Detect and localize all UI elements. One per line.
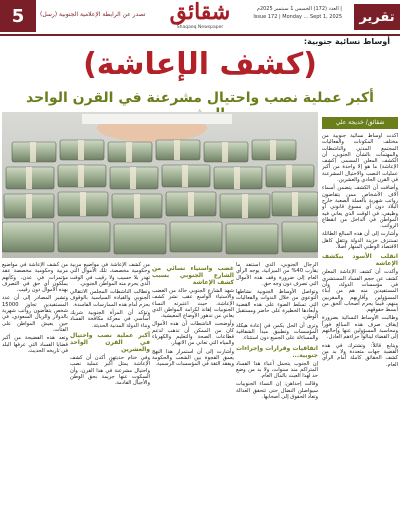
paragraph: وأوضحت الناشطات أن هذه الأموال كان من الممكن أن تذهب لدعم قطاعات الصحة والتعليم والكهرباء والمياه التي تعاني من الانهيار. [152,321,234,347]
paragraph: الرجال الجنوبي، الذي استنفد ما يقارب 40% من الميزانية، يوجه الرأي العام إلى ضرورة وقف هذه الأموال التي تصرف دون وجه حق. [236,262,318,287]
article-subheadline: أكبر عملية نصب واحتيال مشرعنة في القرن الواحد [26,90,374,106]
article-byline: شقائق/ خديجة علي [322,117,398,129]
money-stacks-image [2,112,318,258]
paragraph: وتطالب الناشطات المجلس الانتقالي الجنوبي والقيادة السياسية بالوقوف بحزم أمام هذه الممارسات الفاسدة. [70,289,150,308]
paragraph: من كشف الإعاشة في مواضيع مربية وحكومية مخصصة عقد مؤتمرات في عدن، وكأنهم يملكون أي حق في التصرف بهذه الأموال دون رقيب. [2,262,68,294]
paragraph: وتشير المصادر إلى أن عدد المستفيدين تجاوز 15000 شخص يتقاضون رواتب شهرية بالدولار والريال السعودي، في حين يعيش المواطن على الفتات. [2,295,68,333]
section-subtitle: أكبر عملية نصب واحتيال في القرن الواحد والعشرين [70,331,150,353]
body-column-4 [2,262,68,514]
paragraph: وتواصل الأوساط الجنوبية نشاطها التوعوي من خلال الندوات والفعاليات التي تسلط الضوء على هذه القضية وأبعادها الخطيرة على حاضر ومستقبل الوطن. [236,289,318,321]
paragraph: وأشارت إلى أن استمرار هذا النهج يعمق الفجوة بين الشعب والحكومة ويفقد الثقة في المؤسسات الرسمية. [152,348,234,368]
article-kicker: أوساط نسائية جنوبية: [303,37,390,46]
page-header [0,0,400,34]
header-rule [0,34,400,36]
logo-subtitle: Shaqaeq Newspaper [176,25,224,30]
newspaper-logo: شقائق [169,0,231,25]
section-label: تقرير [354,4,400,30]
paragraph: من كشف الإعاشة في مواضيع مربية وحكومية مخصصة، تلك الأموال التي تهدر بلا حسيب ولا رقيب في الوقت الذي يحرم منه المواطن الجنوبي. [70,262,150,287]
body-column-2 [152,262,234,514]
article-headline: (كشف الإعاشة) [83,47,317,82]
article-photo [2,112,318,258]
paragraph: شهد الشارع الجنوبي حالة من الغضب والاستياء الواسع عقب نشر كشف الإعاشة، حيث اعتبرته النساء الجنوبيات إهانة لكرامة المواطن الذي يعاني من تدهور الأوضاع المعيشية. [152,288,234,320]
section-subtitle: انقلب الأسود ببكشف الإعاشة [322,253,398,268]
paragraph: أكدت أوساط نسائية جنوبية من مختلف المكونات والفعاليات المجتمع المدني والناشطات والمهتمات بالشأن الجنوبي، أن الكشف المعلن المسمى (كشف الإعاشة) ما هو إلا واحدة من أكبر عمليات النصب والاحتيال المشرعنة في القرن الحادي والعشرين. [322,133,398,184]
body-column-3 [70,262,150,514]
publisher-note: تصدر عن الرابطة الإعلامية الجنوبية (رسل) [40,11,146,18]
paragraph: وأشارت إلى أن هذه المبالغ الطائلة تستنزف خزينة الدولة وتثقل كاهل الاقتصاد الوطني المنهار أصلاً. [322,231,398,251]
paragraph: وفي ختام حديثهن أكدن أن كشف الإعاشة يمثل أكبر عملية نصب واحتيال مشرعنة في هذا القرن، وأن السكوت عنها جريمة بحق الوطن والأجيال القادمة. [70,354,150,387]
paragraph: وترى أن الحل يكمن في إعادة هيكلة المؤسسات وتطبيق مبدأ الشفافية والمساءلة على الجميع دون استثناء. [236,322,318,342]
issue-info: العدد (172) الخميس 1 سبتمبر 2025م | Issue 172 | Monday ... Sept 1, 2025 [253,6,342,20]
paragraph: وتعد هذه الفضيحة من أكبر قضايا الفساد التي عرفها البلد في تاريخه الحديث. [2,335,68,354]
paragraph: ويتابع قائلاً: وتشترك في هذه القضية جهات متعددة ولا بد من كشف الحقائق كاملة أمام الرأي العام. [322,342,398,368]
paragraph: وتؤكد أن المرأة الجنوبية شريك أساسي في معركة مكافحة الفساد وبناء الدولة المدنية الحديثة. [70,310,150,329]
section-subtitle: غضب واستياء نسائي من الشارع الجنوبي بسبب كشف الإعاشة [152,265,234,286]
paragraph: وأكدت أن كشف الإعاشة المعلن كشف عن حجم الفساد المستشري في مؤسسات الدولة، وأن المستفيدين منه هم من أبناء المسؤولين وأقاربهم والمقربين منهم، فيما يحرم أصحاب الحق من أبسط حقوقهم. [322,269,398,314]
paragraph: إن الجنوب يتحمل أعباء هذا الفساد المتراكم منذ سنوات، ولا بد من وضع حد لهذا العبث بالمال العام. [236,360,318,380]
section-subtitle: اتفاقيات وقرارات وإجراءات جنوبية... [236,344,318,359]
paragraph: وطالبت الأوساط النسائية بضرورة إيقاف صرف هذه المبالغ فوراً ومحاسبة المسؤولين عنها وإحالتهم إلى القضاء لينالوا جزاءهم العادل. [322,315,398,341]
paragraph: وقالت إحداهن: إن النساء الجنوبيات سيواصلن النضال حتى تتحقق العدالة وتعاد الحقوق إلى أصحابها. [236,381,318,401]
paragraph: وأضافت أن الكشف يتضمن أسماء آلاف الأشخاص ممن يتقاضون رواتب شهرية بالعملة الصعبة خارج البلاد دون أي مسوغ قانوني أو وظيفي، في الوقت الذي يعاني فيه المواطن في الداخل من انقطاع الرواتب. [322,185,398,230]
body-column-1 [236,262,318,514]
side-column [322,133,398,513]
page-number: 5 [0,0,36,32]
